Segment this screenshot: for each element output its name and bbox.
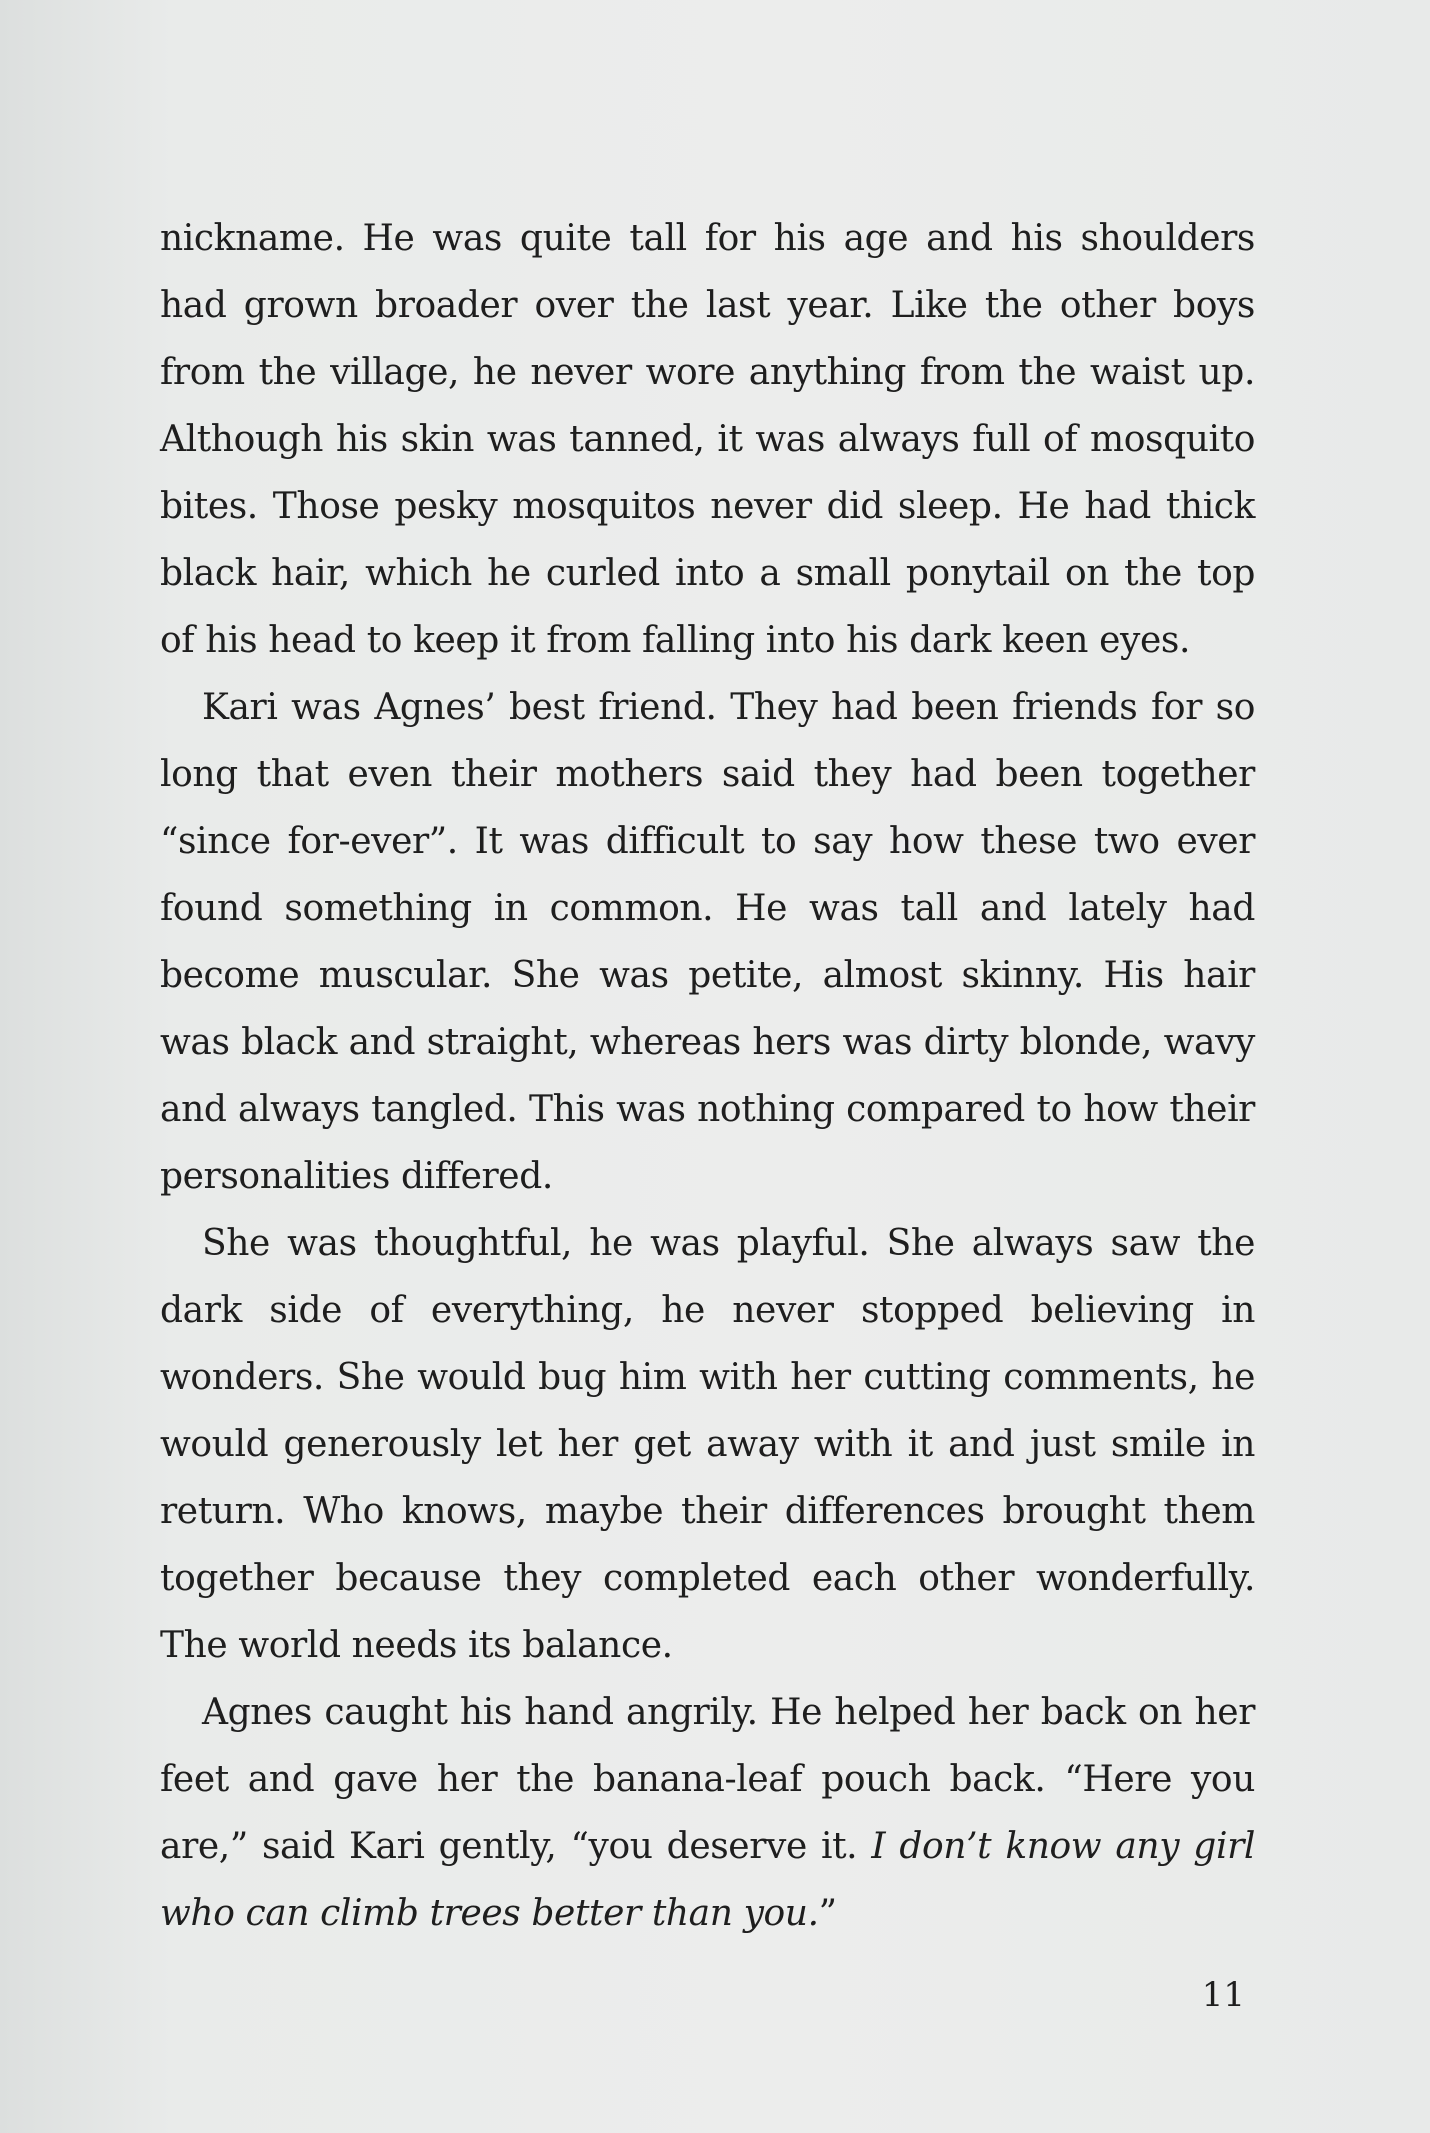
paragraph-4-text: Agnes caught his hand angrily. He helped her back on her feet and gave her the banana-leaf pouch back. “Here you are,” said Kari gently, “you deserve it. <box>160 1692 1255 1867</box>
paragraph-4-italic: I don’t know any girl who can climb trees better than you. <box>160 1826 1255 1934</box>
body-text <box>160 205 1255 1947</box>
paragraph-3: She was thoughtful, he was playful. She always saw the dark side of everything, he never stopped believing in wonders. She would bug him with her cutting comments, he would generously let her get away with it and just smile in return. Who knows, maybe their differences brought them together because they completed each other wonderfully. The world needs its balance. <box>160 1223 1255 1666</box>
paragraph-4-closing-quote: ” <box>818 1893 837 1934</box>
paragraph-4 <box>160 1679 1255 1947</box>
paragraph-1: nickname. He was quite tall for his age and his shoulders had grown broader over the last year. Like the other boys from the village, he never wore anything from the waist up. Although his skin was tanned, it was always full of mosquito bites. Those pesky mosquitos never did sleep. He had thick black hair, which he curled into a small ponytail on the top of his head to keep it from falling into his dark keen eyes. <box>160 218 1255 661</box>
paragraph-2: Kari was Agnes’ best friend. They had been friends for so long that even their mothers said they had been together “since for-ever”. It was difficult to say how these two ever found something in common. He was tall and lately had become muscular. She was petite, almost skinny. His hair was black and straight, whereas hers was dirty blonde, wavy and always tangled. This was nothing compared to how their personalities differed. <box>160 687 1255 1197</box>
page-number: 11 <box>1201 1975 1245 2015</box>
